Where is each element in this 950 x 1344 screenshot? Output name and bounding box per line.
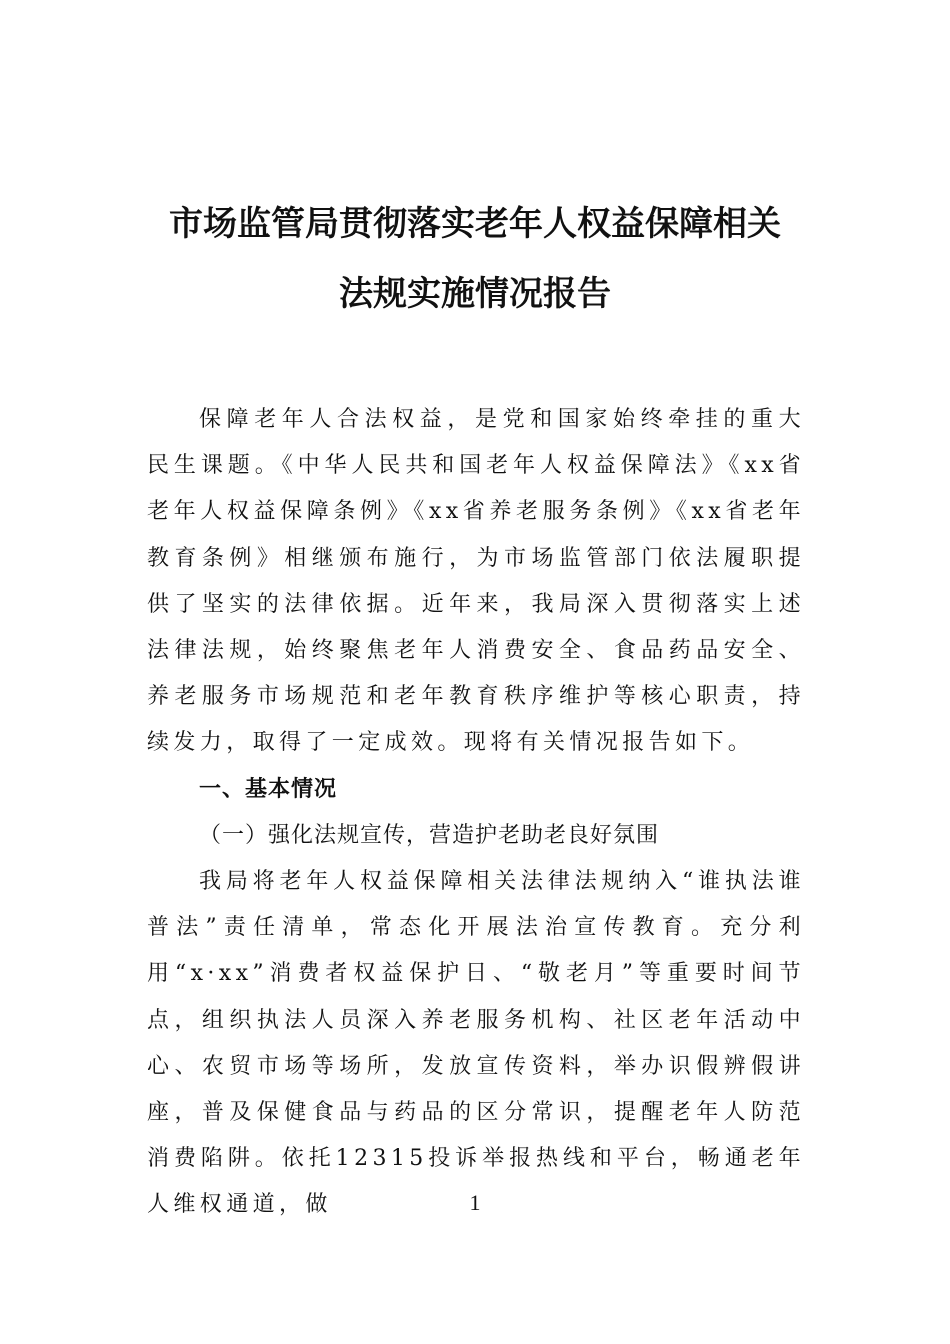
page-number: 1 — [469, 1190, 481, 1215]
document-title-line-1: 市场监管局贯彻落实老年人权益保障相关 — [169, 204, 781, 244]
section-heading-1: 一、基本情况 — [199, 776, 338, 802]
paragraph-publicity: 我局将老年人权益保障相关法律法规纳入“谁执法谁普法”责任清单，常态化开展法治宣传教育。充分利用“x·xx”消费者权益保护日、“敬老月”等重要时间节点，组织执法人员深入养老服务机构、社区老年活动中心、农贸市场等场所，发放宣传资料，举办识假辨假讲座，普及保健食品与药品的区分常识，提醒老年人防范消费陷阱。依托12315投诉举报热线和平台，畅通老年人维权通道，做 — [147, 869, 805, 1218]
subsection-heading-1: （一）强化法规宣传，营造护老助老良好氛围 — [199, 822, 660, 848]
document-body — [147, 397, 805, 1229]
paragraph-intro: 保障老年人合法权益，是党和国家始终牵挂的重大民生课题。《中华人民共和国老年人权益保障法》《xx省老年人权益保障条例》《xx省养老服务条例》《xx省老年教育条例》相继颁布施行，为市场监管部门依法履职提供了坚实的法律依据。近年来，我局深入贯彻落实上述法律法规，始终聚焦老年人消费安全、食品药品安全、养老服务市场规范和老年教育秩序维护等核心职责，持续发力，取得了一定成效。现将有关情况报告如下。 — [147, 407, 805, 756]
document-title-line-2: 法规实施情况报告 — [339, 274, 611, 314]
